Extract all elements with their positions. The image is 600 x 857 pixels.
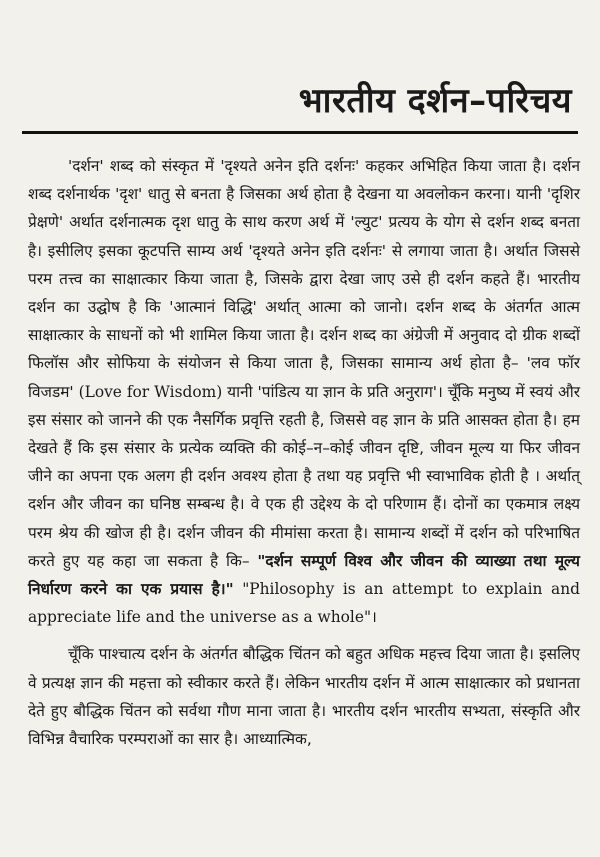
title-divider [22, 131, 578, 134]
english-text: (Love for Wisdom) [78, 382, 223, 401]
body-text: चूँकि पाश्चात्य दर्शन के अंतर्गत बौद्धिक चिंतन को बहुत अधिक महत्त्व दिया जाता है। इसलिए वे प्रत्यक्ष ज्ञान की महत्ता को स्वीकार करते हैं। लेकिन भारतीय दर्शन में आत्म साक्षात्कार को प्रधानता देते हुए बौद्धिक चिंतन को सर्वथा गौण माना जाता है। भारतीय दर्शन भारतीय सभ्यता, संस्कृति और विभिन्न वैचारिक परम्पराओं का सार है। आध्यात्मिक, [28, 645, 580, 749]
body-text: 'दर्शन' शब्द को संस्कृत में 'दृश्यते अनेन इति दर्शनः' कहकर अभिहित किया जाता है। दर्शन शब्द दर्शनार्थक 'दृश' धातु से बनता है जिसका अर्थ होता है देखना या अवलोकन करना। यानी 'दृशिर प्रेक्षणे' अर्थात दर्शनात्मक दृश धातु के साथ करण अर्थ में 'ल्युट' प्रत्यय के योग से दर्शन शब्द बनता है। इसीलिए इसका कूटपत्ति साम्य अर्थ 'दृश्यते अनेन इति दर्शनः' से लगाया जाता है। अर्थात जिससे परम तत्त्व का साक्षात्कार किया जाता है, जिसके द्वारा देखा जाए उसे ही दर्शन कहते हैं। भारतीय दर्शन का उद्घोष है कि 'आत्मानं विद्धि' अर्थात् आत्मा को जानो। दर्शन शब्द के अंतर्गत आत्म साक्षात्कार के साधनों को भी शामिल किया जाता है। दर्शन शब्द का अंग्रेजी में अनुवाद दो ग्रीक शब्दों फिलॉस और सोफिया के संयोजन से किया जाता है, जिसका सामान्य अर्थ होता है– 'लव फॉर विजडम' [28, 157, 580, 401]
english-text: "Philosophy is an attempt to explain and appreciate life and the universe as a whole"। [28, 580, 580, 627]
body-text: यानी 'पांडित्य या ज्ञान के प्रति अनुराग'। चूँकि मनुष्य में स्वयं और इस संसार को जानने की एक नैसर्गिक प्रवृत्ति रहती है, जिससे वह ज्ञान के प्रति आसक्त होता है। हम देखते हैं कि इस संसार के प्रत्येक व्यक्ति की कोई–न–कोई जीवन दृष्टि, जीवन मूल्य या फिर जीवन जीने का अपना एक अलग ही दर्शन अवश्य होता है तथा यह प्रवृत्ति भी स्वाभाविक होती है । अर्थात् दर्शन और जीवन का घनिष्ठ सम्बन्ध है। वे एक ही उद्देश्य के दो परिणाम हैं। दोनों का एकमात्र लक्ष्य परम श्रेय की खोज ही है। दर्शन जीवन की मीमांसा करता है। सामान्य शब्दों में दर्शन को परिभाषित करते हुए यह कहा जा सकता है कि– [28, 382, 581, 570]
paragraph-2 [28, 640, 580, 753]
chapter-title: भारतीय दर्शन–परिचय [298, 81, 572, 121]
definition-quote: "दर्शन सम्पूर्ण विश्व और जीवन की व्याख्या तथा मूल्य निर्धारण करने का एक प्रयास है।" [28, 551, 580, 599]
page-body [28, 152, 580, 753]
paragraph-1 [28, 152, 580, 631]
